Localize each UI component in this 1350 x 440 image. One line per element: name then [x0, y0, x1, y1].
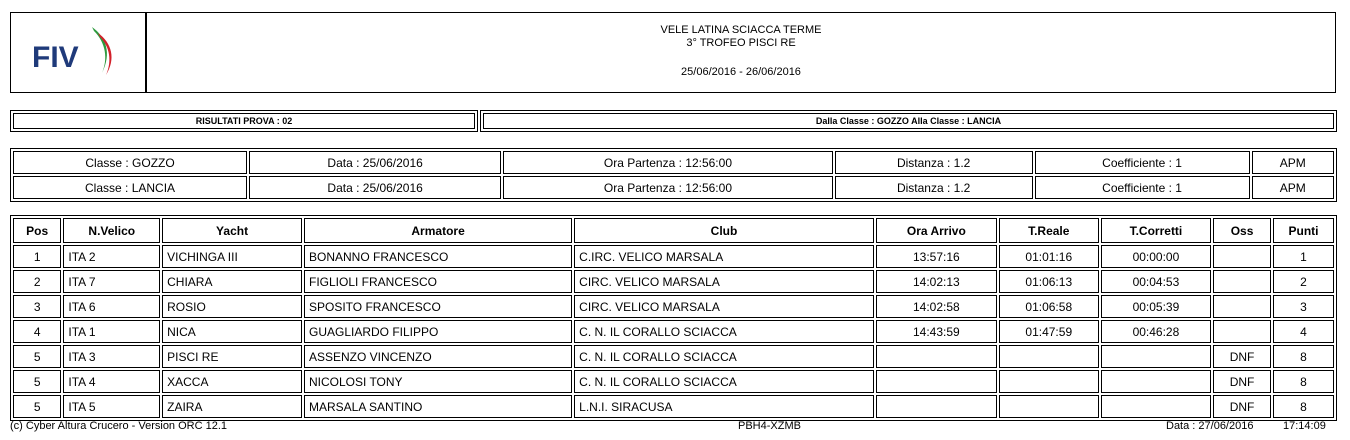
- class-start-time: Ora Partenza : 12:56:00: [503, 151, 833, 174]
- cell-points: 2: [1273, 270, 1334, 293]
- header-owner: Armatore: [304, 218, 572, 243]
- cell-yacht: ZAIRA: [162, 395, 302, 418]
- header-notes: Oss: [1213, 218, 1271, 243]
- cell-owner: NICOLOSI TONY: [304, 370, 572, 393]
- cell-sail-number: ITA 4: [63, 370, 160, 393]
- header-club: Club: [574, 218, 874, 243]
- cell-points: 1: [1273, 245, 1334, 268]
- cell-club: L.N.I. SIRACUSA: [574, 395, 874, 418]
- fiv-logo-box: [10, 12, 146, 93]
- cell-corrected-time: [1101, 370, 1211, 393]
- results-table: [10, 215, 1337, 421]
- cell-corrected-time: 00:05:39: [1101, 295, 1211, 318]
- cell-club: CIRC. VELICO MARSALA: [574, 295, 874, 318]
- cell-notes: [1213, 295, 1271, 318]
- header-arrival: Ora Arrivo: [876, 218, 997, 243]
- header-real-time: T.Reale: [999, 218, 1099, 243]
- cell-real-time: 01:47:59: [999, 320, 1099, 343]
- header-pos: Pos: [13, 218, 61, 243]
- fiv-logo: [28, 23, 128, 83]
- table-row: [13, 245, 1334, 268]
- cell-sail-number: ITA 5: [63, 395, 160, 418]
- class-row: [13, 151, 1334, 174]
- class-row: [13, 176, 1334, 199]
- class-date: Data : 25/06/2016: [249, 176, 501, 199]
- cell-notes: [1213, 245, 1271, 268]
- event-title: VELE LATINA SCIACCA TERME: [660, 24, 822, 36]
- cell-yacht: CHIARA: [162, 270, 302, 293]
- cell-corrected-time: 00:46:28: [1101, 320, 1211, 343]
- cell-arrival: 14:02:58: [876, 295, 997, 318]
- cell-arrival: [876, 395, 997, 418]
- cell-points: 4: [1273, 320, 1334, 343]
- cell-corrected-time: [1101, 345, 1211, 368]
- cell-points: 8: [1273, 370, 1334, 393]
- results-race-label: RISULTATI PROVA : 02: [13, 113, 475, 129]
- cell-owner: FIGLIOLI FRANCESCO: [304, 270, 572, 293]
- cell-club: C. N. IL CORALLO SCIACCA: [574, 370, 874, 393]
- cell-yacht: PISCI RE: [162, 345, 302, 368]
- footer-copyright: (c) Cyber Altura Crucero - Version ORC 12.1: [10, 420, 228, 432]
- class-range-label: Dalla Classe : GOZZO Alla Classe : LANCIA: [483, 113, 1334, 129]
- cell-real-time: 01:01:16: [999, 245, 1099, 268]
- cell-club: C. N. IL CORALLO SCIACCA: [574, 320, 874, 343]
- event-subtitle: 3° TROFEO PISCI RE: [686, 37, 796, 49]
- class-coefficient: Coefficiente : 1: [1035, 151, 1250, 174]
- table-row: [13, 270, 1334, 293]
- table-row: [13, 320, 1334, 343]
- cell-real-time: [999, 395, 1099, 418]
- cell-yacht: ROSIO: [162, 295, 302, 318]
- cell-points: 8: [1273, 395, 1334, 418]
- cell-arrival: 14:02:13: [876, 270, 997, 293]
- cell-sail-number: ITA 1: [63, 320, 160, 343]
- cell-real-time: [999, 370, 1099, 393]
- cell-pos: 4: [13, 320, 61, 343]
- cell-points: 3: [1273, 295, 1334, 318]
- cell-arrival: 13:57:16: [876, 245, 997, 268]
- cell-pos: 5: [13, 345, 61, 368]
- cell-yacht: VICHINGA III: [162, 245, 302, 268]
- event-header: [146, 12, 1336, 93]
- results-header-row: [13, 218, 1334, 243]
- cell-arrival: [876, 370, 997, 393]
- class-range-box: [480, 110, 1337, 132]
- cell-club: C. N. IL CORALLO SCIACCA: [574, 345, 874, 368]
- cell-real-time: [999, 345, 1099, 368]
- class-coefficient: Coefficiente : 1: [1035, 176, 1250, 199]
- cell-notes: [1213, 270, 1271, 293]
- cell-notes: [1213, 320, 1271, 343]
- table-row: [13, 295, 1334, 318]
- cell-pos: 2: [13, 270, 61, 293]
- cell-sail-number: ITA 2: [63, 245, 160, 268]
- footer-time: 17:14:09: [1283, 420, 1326, 432]
- header-yacht: Yacht: [162, 218, 302, 243]
- header-corrected-time: T.Corretti: [1101, 218, 1211, 243]
- footer-code: PBH4-XZMB: [738, 420, 801, 432]
- class-info-table: [10, 148, 1337, 202]
- cell-corrected-time: 00:00:00: [1101, 245, 1211, 268]
- cell-corrected-time: 00:04:53: [1101, 270, 1211, 293]
- results-race-box: [10, 110, 478, 132]
- cell-owner: ASSENZO VINCENZO: [304, 345, 572, 368]
- cell-notes: DNF: [1213, 345, 1271, 368]
- event-dates: 25/06/2016 - 26/06/2016: [681, 66, 801, 78]
- footer-date: Data : 27/06/2016: [1166, 420, 1254, 432]
- class-type: APM: [1252, 176, 1334, 199]
- cell-notes: DNF: [1213, 395, 1271, 418]
- cell-pos: 1: [13, 245, 61, 268]
- cell-corrected-time: [1101, 395, 1211, 418]
- cell-pos: 5: [13, 370, 61, 393]
- header-sail-number: N.Velico: [63, 218, 160, 243]
- svg-text:FIV: FIV: [32, 40, 79, 74]
- cell-owner: MARSALA SANTINO: [304, 395, 572, 418]
- cell-notes: DNF: [1213, 370, 1271, 393]
- class-date: Data : 25/06/2016: [249, 151, 501, 174]
- cell-owner: BONANNO FRANCESCO: [304, 245, 572, 268]
- table-row: [13, 395, 1334, 418]
- cell-sail-number: ITA 3: [63, 345, 160, 368]
- cell-yacht: XACCA: [162, 370, 302, 393]
- class-name: Classe : LANCIA: [13, 176, 247, 199]
- class-distance: Distanza : 1.2: [835, 151, 1033, 174]
- class-type: APM: [1252, 151, 1334, 174]
- cell-yacht: NICA: [162, 320, 302, 343]
- cell-club: CIRC. VELICO MARSALA: [574, 270, 874, 293]
- class-distance: Distanza : 1.2: [835, 176, 1033, 199]
- class-start-time: Ora Partenza : 12:56:00: [503, 176, 833, 199]
- table-row: [13, 370, 1334, 393]
- cell-arrival: [876, 345, 997, 368]
- cell-pos: 3: [13, 295, 61, 318]
- cell-sail-number: ITA 6: [63, 295, 160, 318]
- cell-real-time: 01:06:58: [999, 295, 1099, 318]
- table-row: [13, 345, 1334, 368]
- cell-arrival: 14:43:59: [876, 320, 997, 343]
- class-name: Classe : GOZZO: [13, 151, 247, 174]
- cell-real-time: 01:06:13: [999, 270, 1099, 293]
- cell-pos: 5: [13, 395, 61, 418]
- cell-club: C.IRC. VELICO MARSALA: [574, 245, 874, 268]
- header-points: Punti: [1273, 218, 1334, 243]
- cell-points: 8: [1273, 345, 1334, 368]
- cell-owner: GUAGLIARDO FILIPPO: [304, 320, 572, 343]
- cell-owner: SPOSITO FRANCESCO: [304, 295, 572, 318]
- cell-sail-number: ITA 7: [63, 270, 160, 293]
